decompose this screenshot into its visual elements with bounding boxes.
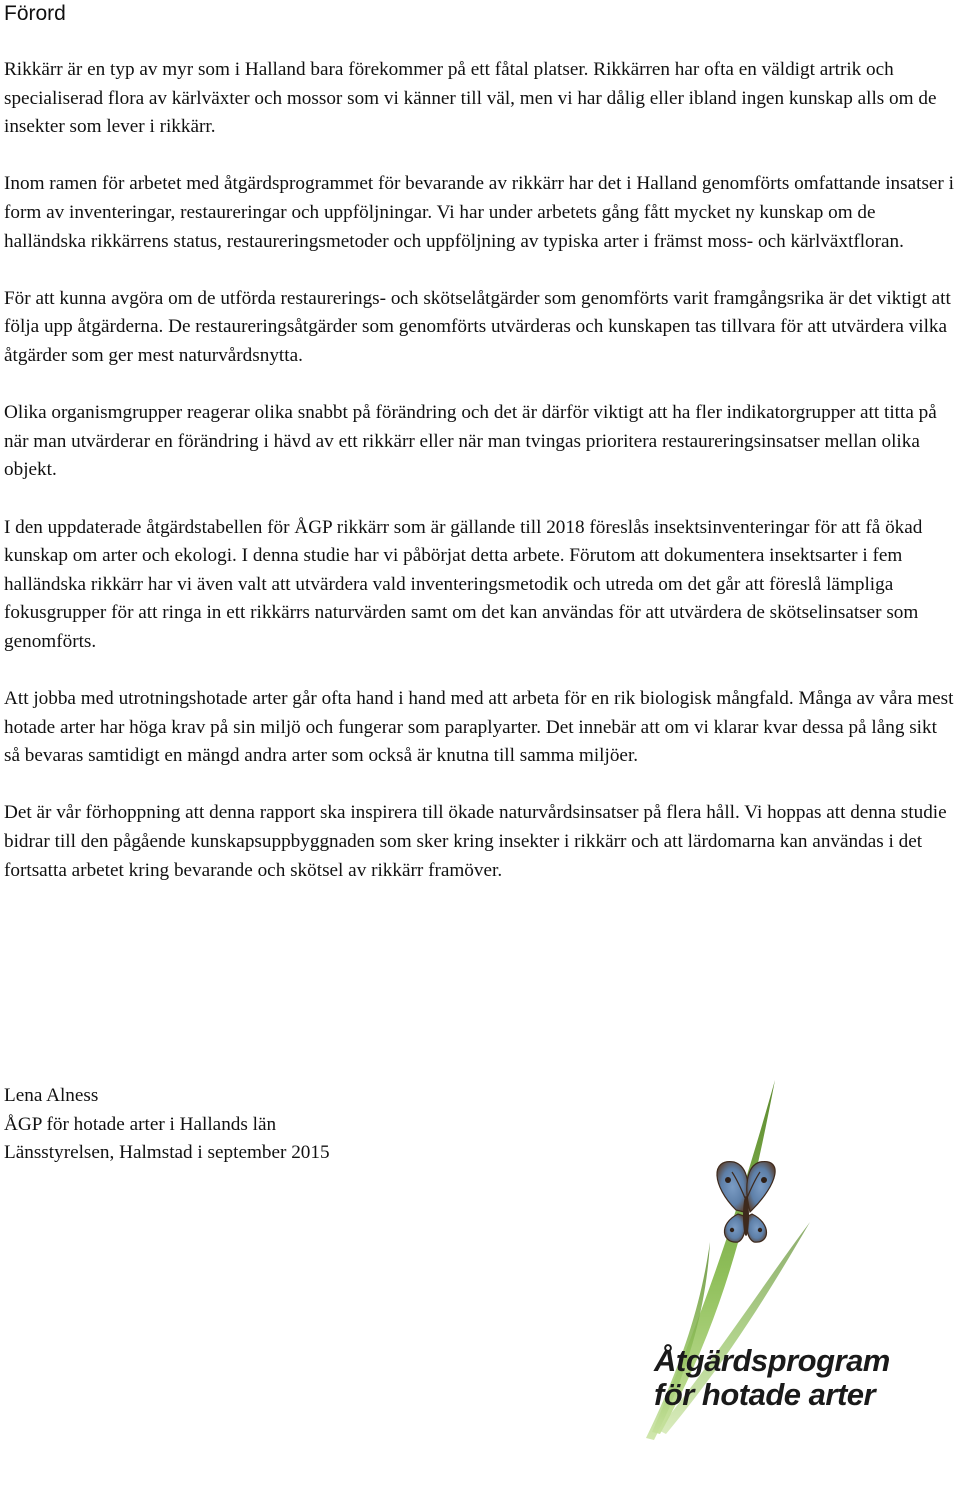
logo-wordmark: [654, 1344, 890, 1412]
paragraph: Inom ramen för arbetet med åtgärdsprogrammet för bevarande av rikkärr har det i Halland genomförts omfattande insatser i form av inventeringar, restaureringar och uppföljningar. Vi har under arbetets gång fått mycket ny kunskap om de halländska rikkärrens status, restaureringsmetoder och uppföljning av typiska arter i främst moss- och kärlväxtfloran.: [4, 173, 954, 252]
foreword-body: [4, 56, 956, 914]
signature-name: Lena Alness: [4, 1085, 99, 1106]
paragraph: Rikkärr är en typ av myr som i Halland bara förekommer på ett fåtal platser. Rikkärren har ofta en väldigt artrik och specialiserad flora av kärlväxter och mossor som vi känner till väl, men vi har dålig eller ibland ingen kunskap alls om de insekter som lever i rikkärr.: [4, 59, 937, 138]
page-title: Förord: [4, 2, 66, 25]
paragraph: För att kunna avgöra om de utförda restaurerings- och skötselåtgärder som genomförts varit framgångsrika är det viktigt att följa upp åtgärderna. De restaureringsåtgärder som genomförts utvärderas och kunskapen tas tillvara för att utvärdera vilka åtgärder som ger mest naturvårdsnytta.: [4, 287, 951, 366]
wing-spot: [761, 1177, 767, 1183]
wing-spot: [758, 1228, 762, 1232]
butterfly: [717, 1162, 775, 1243]
signature-block: [4, 1082, 330, 1168]
logo-line-1: Åtgärdsprogram: [654, 1343, 890, 1378]
signature-role: ÅGP för hotade arter i Hallands län: [4, 1113, 277, 1135]
paragraph: Det är vår förhoppning att denna rapport ska inspirera till ökade naturvårdsinsatser på flera håll. Vi hoppas att denna studie bidrar till den pågående kunskapsuppbyggnaden som sker kring insekter i rikkärr och att lärdomarna kan användas i det fortsatta arbetet kring bevarande och skötsel av rikkärr framöver.: [4, 802, 947, 881]
paragraph: Olika organismgrupper reagerar olika snabbt på förändring och det är därför viktigt att ha fler indikatorgrupper att titta på när man utvärderar en förändring i hävd av ett rikkärr eller när man tvingas prioritera restaureringsinsatser mellan olika objekt.: [4, 402, 937, 481]
butterfly-on-grass-icon: [560, 1072, 960, 1492]
butterfly-body: [743, 1196, 749, 1236]
wing: [747, 1162, 775, 1212]
logo-line-2: för hotade arter: [654, 1377, 876, 1412]
paragraph: Att jobba med utrotningshotade arter går ofta hand i hand med att arbeta för en rik biologisk mångfald. Många av våra mest hotade arter har höga krav på sin miljö och fungerar som paraplyarter. Det innebär att om vi klarar kvar dessa på lång sikt så bevaras samtidigt en mängd andra arter som också är knutna till samma miljöer.: [4, 688, 954, 767]
wing-spot: [730, 1228, 734, 1232]
agp-logo: [560, 1072, 960, 1492]
wing-spot: [725, 1177, 731, 1183]
wing: [717, 1162, 748, 1212]
wing: [724, 1214, 745, 1242]
signature-place-date: Länsstyrelsen, Halmstad i september 2015: [4, 1142, 330, 1164]
wing: [747, 1214, 767, 1242]
paragraph: I den uppdaterade åtgärdstabellen för ÅGP rikkärr som är gällande till 2018 föreslås insektsinventeringar för att få ökad kunskap om arter och ekologi. I denna studie har vi påbörjat detta arbete. Förutom att dokumentera insektsarter i fem halländska rikkärr har vi även valt att utvärdera vald inventeringsmetodik och utreda om det går att föreslå lämpliga fokusgrupper för att ringa in ett rikkärrs naturvärden samt om det kan användas för att utvärdera de skötselinsatser som genomförts.: [4, 516, 923, 652]
